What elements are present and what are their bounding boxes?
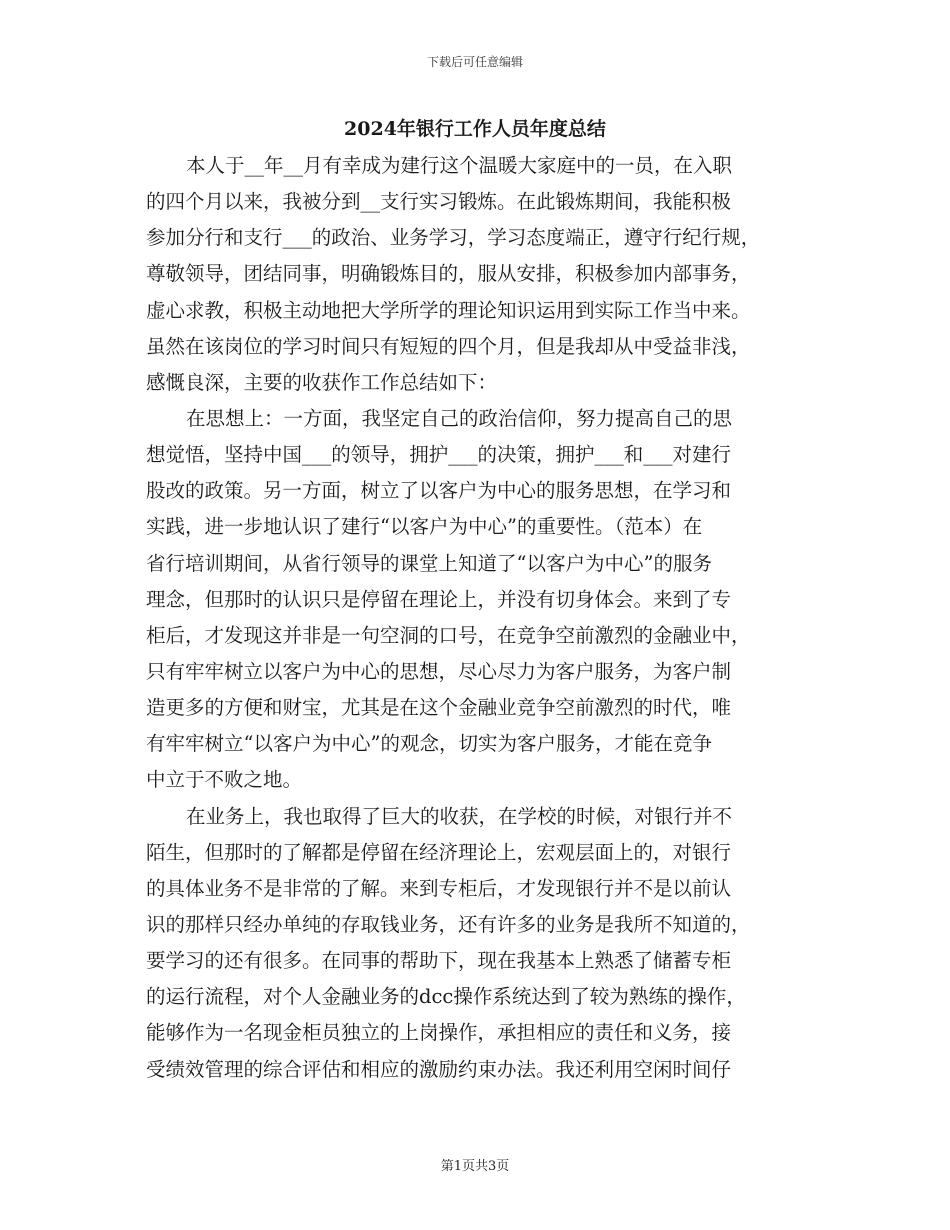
paragraph-line: 尊敬领导，团结同事，明确锻炼目的，服从安排，积极参加内部事务，: [146, 262, 751, 286]
paragraph-line: 理念，但那时的认识只是停留在理论上，并没有切身体会。来到了专: [146, 587, 732, 611]
paragraph-line: 虚心求教，积极主动地把大学所学的理论知识运用到实际工作当中来。: [146, 298, 751, 322]
paragraph-line: 的运行流程，对个人金融业务的dcc操作系统达到了较为熟练的操作，: [146, 985, 746, 1009]
paragraph-line: 有牢牢树立“以客户为中心”的观念，切实为客户服务，才能在竞争: [146, 732, 712, 756]
paragraph-line: 在业务上，我也取得了巨大的收获，在学校的时候，对银行并不: [186, 804, 733, 828]
paragraph-line: 陌生，但那时的了解都是停留在经济理论上，宏观层面上的，对银行: [146, 840, 732, 864]
document-body: [146, 148, 810, 1088]
paragraph-line: 感慨良深，主要的收获作工作总结如下：: [146, 370, 498, 394]
paragraph-line: 中立于不败之地。: [146, 768, 303, 792]
paragraph-line: 想觉悟，坚持中国___的领导，拥护___的决策，拥护___和___对建行: [146, 443, 732, 467]
page-number-footer: 第1页共3页: [440, 1159, 510, 1174]
paragraph-line: 的具体业务不是非常的了解。来到专柜后，才发现银行并不是以前认: [146, 876, 732, 900]
header-note: 下载后可任意编辑: [426, 55, 523, 69]
paragraph-line: 实践，进一步地认识了建行“以客户为中心”的重要性。（范本）在: [146, 515, 703, 539]
document-title: 2024年银行工作人员年度总结: [344, 118, 606, 140]
paragraph-line: 要学习的还有很多。在同事的帮助下，现在我基本上熟悉了储蓄专柜: [146, 949, 732, 973]
paragraph-line: 能够作为一名现金柜员独立的上岗操作，承担相应的责任和义务，接: [146, 1021, 732, 1045]
paragraph-line: 受绩效管理的综合评估和相应的激励约束办法。我还利用空闲时间仔: [146, 1057, 732, 1081]
paragraph-line: 省行培训期间，从省行领导的课堂上知道了“以客户为中心”的服务: [146, 551, 712, 575]
paragraph-line: 只有牢牢树立以客户为中心的思想，尽心尽力为客户服务，为客户制: [146, 659, 732, 683]
paragraph-line: 柜后，才发现这并非是一句空洞的口号，在竞争空前激烈的金融业中，: [146, 623, 751, 647]
paragraph-line: 本人于__年__月有幸成为建行这个温暖大家庭中的一员，在入职: [186, 154, 733, 177]
paragraph-line: 参加分行和支行___的政治、业务学习，学习态度端正，遵守行纪行规，: [146, 226, 761, 250]
paragraph-line: 的四个月以来，我被分到__支行实习锻炼。在此锻炼期间，我能积极: [146, 190, 732, 214]
paragraph-line: 在思想上：一方面，我坚定自己的政治信仰，努力提高自己的思: [186, 406, 733, 430]
paragraph-line: 股改的政策。另一方面，树立了以客户为中心的服务思想，在学习和: [146, 479, 732, 503]
paragraph-line: 虽然在该岗位的学习时间只有短短的四个月，但是我却从中受益非浅，: [146, 334, 751, 358]
paragraph-line: 造更多的方便和财宝，尤其是在这个金融业竞争空前激烈的时代，唯: [146, 696, 732, 720]
paragraph-line: 识的那样只经办单纯的存取钱业务，还有许多的业务是我所不知道的，: [146, 912, 751, 936]
